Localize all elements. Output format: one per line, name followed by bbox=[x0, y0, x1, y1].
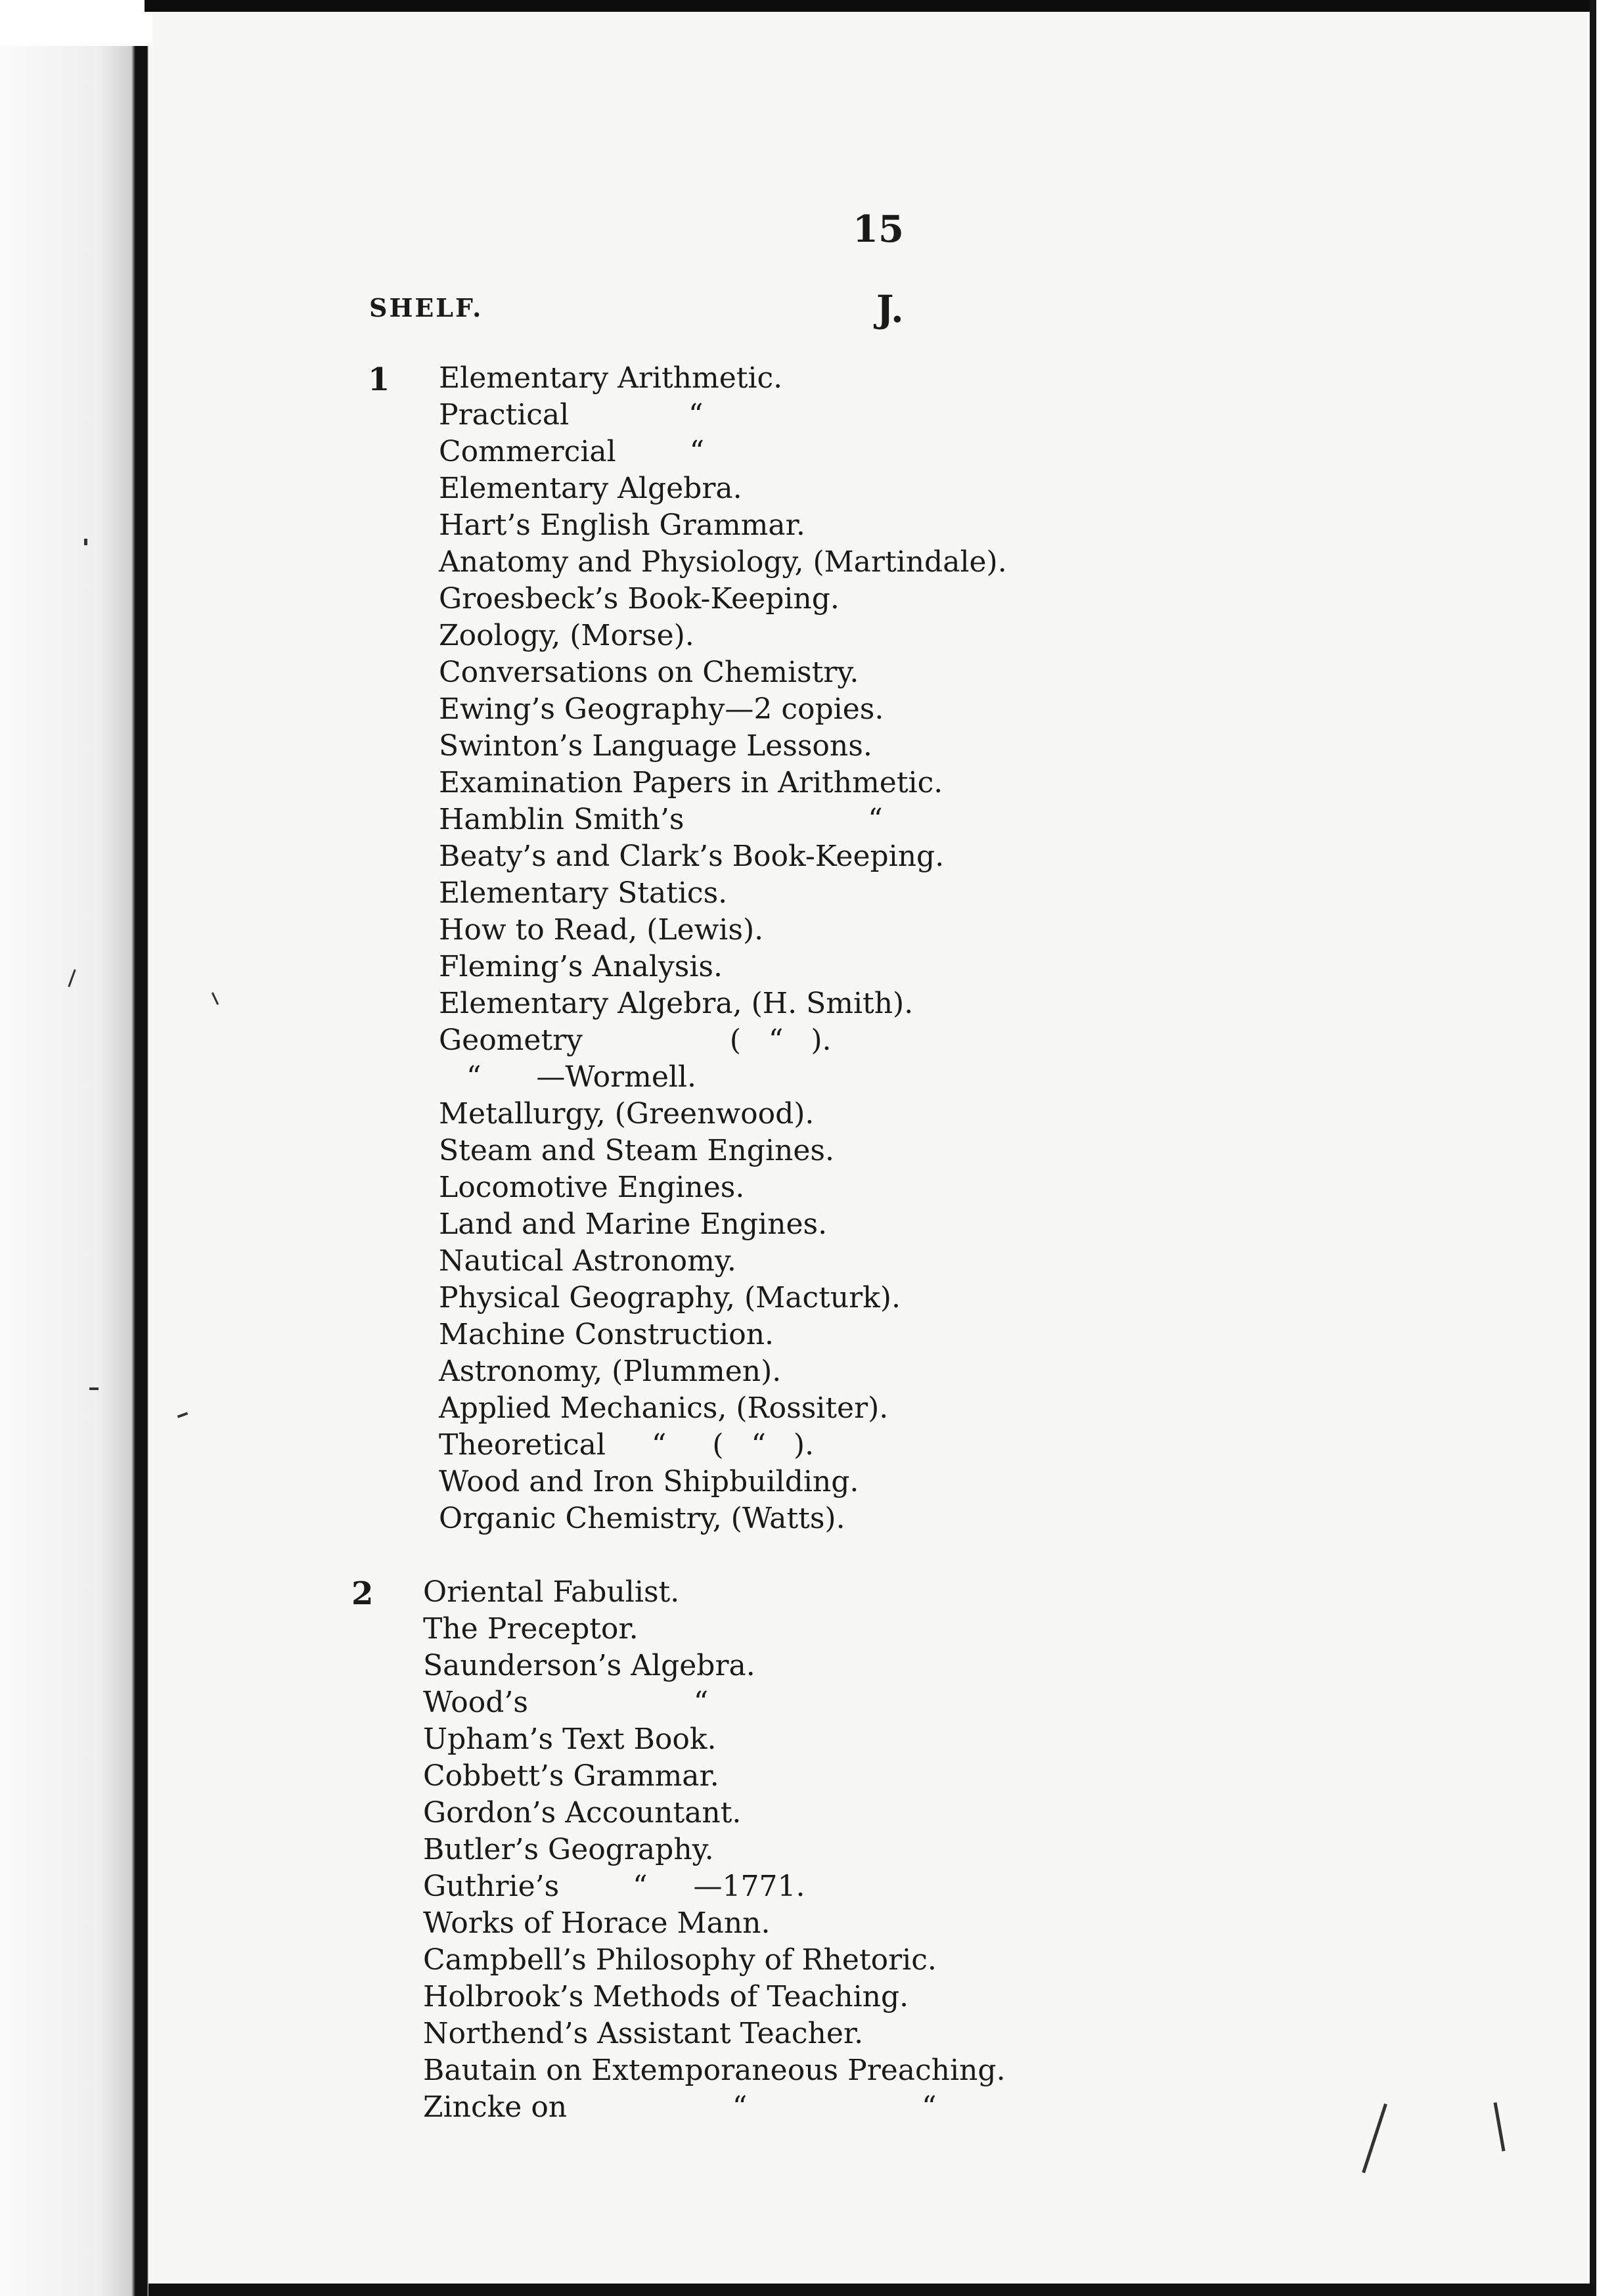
list-item: Wood and Iron Shipbuilding. bbox=[439, 1465, 859, 1498]
section-letter: J. bbox=[876, 288, 904, 331]
margin-speck bbox=[1494, 2102, 1506, 2151]
list-item: Theoretical “ ( “ ). bbox=[439, 1428, 815, 1462]
list-item: Elementary Algebra. bbox=[439, 472, 742, 505]
list-item: Hart’s English Grammar. bbox=[439, 508, 805, 542]
shelf-1-book-list bbox=[439, 360, 1007, 1537]
list-item: Zoology, (Morse). bbox=[439, 619, 694, 652]
list-item: Groesbeck’s Book-Keeping. bbox=[439, 582, 840, 616]
page-number: 15 bbox=[853, 208, 904, 251]
left-binding-edge bbox=[0, 0, 148, 2296]
list-item: Gordon’s Accountant. bbox=[423, 1796, 742, 1830]
list-item: Holbrook’s Methods of Teaching. bbox=[423, 1980, 909, 2014]
list-item: Fleming’s Analysis. bbox=[439, 950, 723, 983]
list-item: Anatomy and Physiology, (Martindale). bbox=[439, 545, 1007, 579]
list-item: “ —Wormell. bbox=[439, 1060, 697, 1094]
list-item: Physical Geography, (Macturk). bbox=[439, 1281, 901, 1315]
top-scan-edge bbox=[145, 0, 1590, 12]
list-item: Hamblin Smith’s “ bbox=[439, 803, 883, 836]
list-item: Elementary Statics. bbox=[439, 876, 728, 910]
list-item: Works of Horace Mann. bbox=[423, 1906, 771, 1940]
list-item: Metallurgy, (Greenwood). bbox=[439, 1097, 815, 1131]
list-item: Land and Marine Engines. bbox=[439, 1207, 828, 1241]
margin-speck bbox=[1362, 2104, 1387, 2173]
list-item: Oriental Fabulist. bbox=[423, 1575, 680, 1609]
list-item: Commercial “ bbox=[439, 435, 705, 468]
list-item: Upham’s Text Book. bbox=[423, 1722, 717, 1756]
list-item: Zincke on “ “ bbox=[423, 2090, 937, 2124]
list-item: Swinton’s Language Lessons. bbox=[439, 729, 872, 763]
list-item: The Preceptor. bbox=[423, 1612, 639, 1646]
list-item: Guthrie’s “ —1771. bbox=[423, 1870, 805, 1903]
list-item: Practical “ bbox=[439, 398, 704, 432]
list-item: Wood’s “ bbox=[423, 1686, 709, 1719]
list-item: Ewing’s Geography—2 copies. bbox=[439, 692, 884, 726]
margin-speck bbox=[89, 1387, 99, 1390]
right-scan-edge bbox=[1590, 0, 1596, 2296]
shelf-number-2: 2 bbox=[351, 1575, 374, 1612]
list-item: Saunderson’s Algebra. bbox=[423, 1649, 755, 1682]
list-item: How to Read, (Lewis). bbox=[439, 913, 764, 947]
list-item: Locomotive Engines. bbox=[439, 1171, 745, 1204]
list-item: Organic Chemistry, (Watts). bbox=[439, 1502, 845, 1535]
list-item: Machine Construction. bbox=[439, 1318, 774, 1351]
margin-speck bbox=[212, 992, 219, 1004]
margin-speck bbox=[177, 1412, 188, 1418]
shelf-number-1: 1 bbox=[368, 361, 390, 398]
list-item: Elementary Arithmetic. bbox=[439, 361, 783, 395]
bottom-scan-edge bbox=[148, 2284, 1594, 2296]
list-item: Butler’s Geography. bbox=[423, 1833, 714, 1866]
left-margin-blank bbox=[0, 0, 152, 46]
list-item: Examination Papers in Arithmetic. bbox=[439, 766, 943, 799]
list-item: Bautain on Extemporaneous Preaching. bbox=[423, 2054, 1006, 2087]
shelf-2-book-list bbox=[423, 1574, 1006, 2126]
list-item: Cobbett’s Grammar. bbox=[423, 1759, 719, 1793]
list-item: Geometry ( “ ). bbox=[439, 1024, 832, 1057]
shelf-column-heading: SHELF. bbox=[369, 293, 483, 323]
margin-speck bbox=[84, 539, 87, 545]
list-item: Applied Mechanics, (Rossiter). bbox=[439, 1391, 889, 1425]
list-item: Astronomy, (Plummen). bbox=[439, 1355, 782, 1388]
list-item: Steam and Steam Engines. bbox=[439, 1134, 834, 1167]
right-margin-blank bbox=[1596, 0, 1616, 2296]
list-item: Nautical Astronomy. bbox=[439, 1244, 736, 1278]
list-item: Elementary Algebra, (H. Smith). bbox=[439, 987, 914, 1020]
list-item: Northend’s Assistant Teacher. bbox=[423, 2017, 864, 2050]
list-item: Campbell’s Philosophy of Rhetoric. bbox=[423, 1943, 937, 1977]
list-item: Beaty’s and Clark’s Book-Keeping. bbox=[439, 840, 945, 873]
list-item: Conversations on Chemistry. bbox=[439, 656, 859, 689]
